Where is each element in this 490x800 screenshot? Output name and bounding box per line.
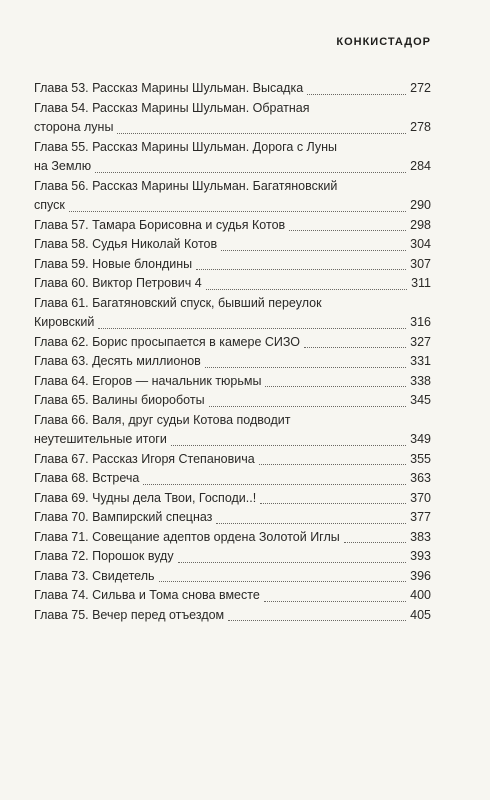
dot-leader (304, 347, 406, 348)
toc-entry (34, 138, 431, 177)
toc-entry-last-line (34, 352, 431, 372)
toc-entry-last-line (34, 606, 431, 626)
toc-entry-last-line (34, 118, 431, 138)
toc-entry-title-line: сторона луны (34, 120, 114, 134)
toc-entry-title-line: Глава 69. Чудны дела Твои, Господи..! (34, 490, 257, 505)
dot-leader (95, 172, 406, 173)
toc-entry-title-line: Глава 74. Сильва и Тома снова вместе (34, 588, 260, 602)
toc-entry-last-line (34, 79, 431, 99)
dot-leader (159, 581, 407, 582)
toc-entry-page-number: 383 (410, 529, 431, 544)
dot-leader (98, 328, 406, 329)
dot-leader (205, 367, 406, 368)
toc-entry-title-line: Глава 67. Рассказ Игоря Степановича (34, 451, 255, 466)
toc-entry-last-line (34, 547, 431, 567)
toc-entry (34, 255, 431, 275)
toc-entry-last-line (34, 489, 431, 509)
dot-leader (171, 445, 406, 446)
toc-entry-page-number: 304 (410, 237, 431, 251)
dot-leader (264, 601, 406, 602)
toc-entry-page-number: 316 (410, 315, 431, 329)
toc-entry (34, 469, 431, 489)
toc-entry-title-line: спуск (34, 198, 65, 212)
toc-entry-title-line: Глава 75. Вечер перед отъездом (34, 607, 225, 622)
toc-entry-title-line: Глава 63. Десять миллионов (34, 354, 201, 368)
toc-entry (34, 586, 431, 606)
toc-entry-page-number: 278 (410, 120, 431, 134)
toc-entry (34, 99, 431, 138)
table-of-contents (34, 79, 431, 625)
toc-entry-last-line (34, 216, 431, 236)
toc-entry-title-line: Глава 55. Рассказ Марины Шульман. Дорога с Луны (34, 139, 338, 154)
toc-entry-page-number: 349 (410, 432, 431, 446)
toc-entry-title-line: Глава 53. Рассказ Марины Шульман. Высадка (34, 81, 304, 95)
toc-entry-page-number: 298 (410, 217, 431, 232)
toc-entry-last-line (34, 567, 431, 587)
toc-entry-last-line (34, 157, 431, 177)
toc-entry-page-number: 327 (410, 334, 431, 349)
toc-entry (34, 235, 431, 255)
toc-entry-last-line (34, 372, 431, 392)
toc-entry-title-line: Глава 64. Егоров — начальник тюрьмы (34, 373, 262, 388)
toc-entry-page-number: 307 (410, 256, 431, 271)
toc-entry-page-number: 338 (410, 373, 431, 388)
dot-leader (143, 484, 406, 485)
toc-entry (34, 294, 431, 333)
toc-entry-title-line: Глава 61. Багатяновский спуск, бывший переулок (34, 295, 322, 310)
dot-leader (260, 503, 406, 504)
toc-entry-page-number: 331 (410, 354, 431, 368)
dot-leader (344, 542, 406, 543)
dot-leader (265, 386, 406, 387)
toc-entry-page-number: 345 (410, 393, 431, 407)
toc-entry-page-number: 396 (410, 568, 431, 583)
toc-entry-page-number: 355 (410, 451, 431, 466)
toc-entry-last-line (34, 528, 431, 548)
toc-entry-last-line (34, 313, 431, 333)
toc-entry-last-line (34, 333, 431, 353)
toc-entry-title-line: Глава 54. Рассказ Марины Шульман. Обратная (34, 100, 310, 115)
toc-entry-title-line: Глава 65. Валины биороботы (34, 393, 205, 407)
toc-entry (34, 450, 431, 470)
dot-leader (209, 406, 407, 407)
toc-entry (34, 528, 431, 548)
dot-leader (178, 562, 407, 563)
toc-entry-last-line (34, 430, 431, 450)
dot-leader (221, 250, 406, 251)
toc-entry (34, 489, 431, 509)
toc-entry-title-line: Глава 60. Виктор Петрович 4 (34, 276, 202, 290)
toc-entry-title-line: Глава 58. Судья Николай Котов (34, 237, 218, 251)
toc-entry-page-number: 363 (410, 471, 431, 485)
toc-entry (34, 567, 431, 587)
dot-leader (69, 211, 406, 212)
toc-entry-page-number: 272 (410, 81, 431, 95)
toc-entry (34, 216, 431, 236)
toc-entry (34, 352, 431, 372)
toc-entry-last-line (34, 255, 431, 275)
dot-leader (196, 269, 406, 270)
toc-entry-page-number: 284 (410, 159, 431, 173)
toc-entry-title-line: на Землю (34, 159, 92, 173)
toc-entry (34, 391, 431, 411)
toc-entry-last-line (34, 469, 431, 489)
toc-entry (34, 177, 431, 216)
toc-entry-page-number: 393 (410, 549, 431, 563)
toc-entry-last-line (34, 196, 431, 216)
toc-entry-page-number: 405 (410, 607, 431, 622)
toc-entry-page-number: 311 (411, 276, 431, 290)
toc-entry (34, 333, 431, 353)
dot-leader (228, 620, 406, 621)
toc-entry-title-line: Глава 72. Порошок вуду (34, 549, 174, 563)
toc-entry-title-line: Кировский (34, 315, 95, 329)
running-header: КОНКИСТАДОР (336, 36, 431, 48)
toc-entry-title-line: Глава 71. Совещание адептов ордена Золотой Иглы (34, 529, 340, 544)
toc-entry-page-number: 290 (410, 198, 431, 212)
dot-leader (259, 464, 406, 465)
toc-entry (34, 606, 431, 626)
dot-leader (216, 523, 406, 524)
toc-entry-title-line: Глава 73. Свидетель (34, 568, 155, 583)
dot-leader (117, 133, 406, 134)
toc-entry-page-number: 377 (410, 510, 431, 524)
toc-entry-last-line (34, 235, 431, 255)
toc-entry (34, 547, 431, 567)
dot-leader (289, 230, 406, 231)
toc-entry-last-line (34, 391, 431, 411)
toc-entry (34, 274, 431, 294)
toc-entry-title-line: Глава 68. Встреча (34, 471, 140, 485)
toc-entry-last-line (34, 586, 431, 606)
toc-entry-title-line: Глава 56. Рассказ Марины Шульман. Багатяновский (34, 178, 338, 193)
toc-entry (34, 79, 431, 99)
toc-entry-title-line: Глава 57. Тамара Борисовна и судья Котов (34, 217, 286, 232)
toc-entry-title-line: Глава 62. Борис просыпается в камере СИЗО (34, 334, 301, 349)
toc-entry-title-line: Глава 59. Новые блондины (34, 256, 193, 271)
toc-entry-last-line (34, 274, 431, 294)
toc-entry-last-line (34, 508, 431, 528)
toc-entry-title-line: неутешительные итоги (34, 432, 167, 446)
toc-entry-title-line: Глава 70. Вампирский спецназ (34, 510, 213, 524)
toc-entry-page-number: 370 (410, 490, 431, 505)
toc-entry (34, 411, 431, 450)
toc-entry-last-line (34, 450, 431, 470)
dot-leader (206, 289, 407, 290)
toc-entry-page-number: 400 (410, 588, 431, 602)
toc-entry (34, 372, 431, 392)
toc-entry (34, 508, 431, 528)
toc-entry-title-line: Глава 66. Валя, друг судьи Котова подводит (34, 412, 291, 427)
dot-leader (307, 94, 406, 95)
